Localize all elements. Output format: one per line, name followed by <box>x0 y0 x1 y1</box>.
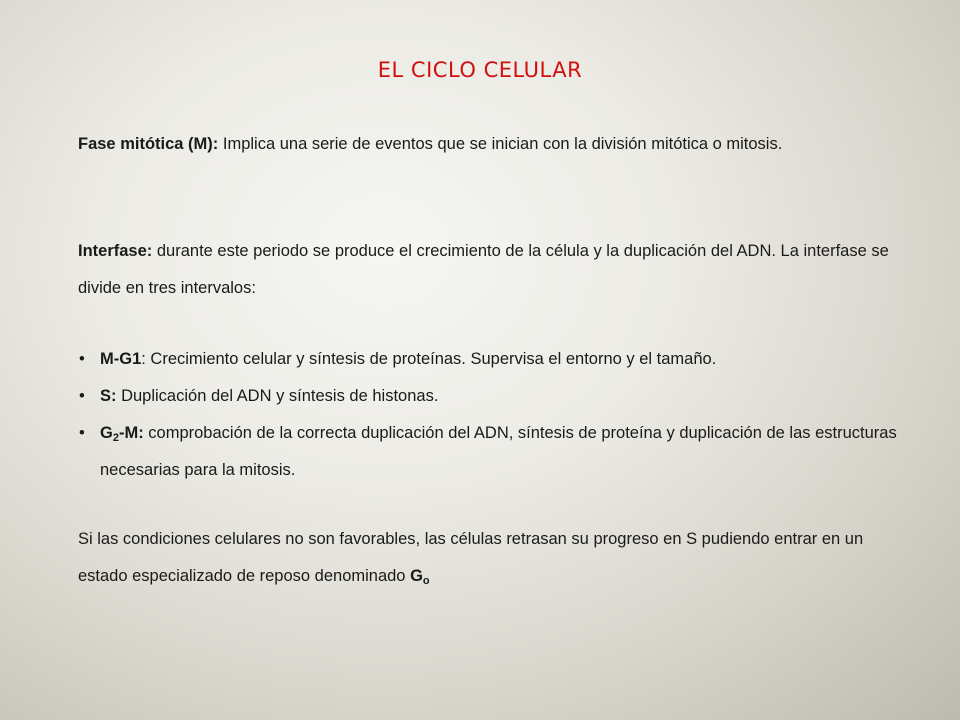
interval-term-main: G <box>100 424 113 442</box>
interval-term-subscript: 2 <box>112 432 119 444</box>
interval-text: : Crecimiento celular y síntesis de proteínas. Supervisa el entorno y el tamaño. <box>141 350 717 368</box>
intervals-list <box>78 341 908 489</box>
conclusion-paragraph <box>78 521 908 595</box>
interval-term: M-G1 <box>100 350 142 368</box>
slide-title: EL CICLO CELULAR <box>377 58 583 82</box>
list-item-m-g1 <box>78 341 908 378</box>
list-item-s <box>78 378 908 415</box>
g0-term <box>410 567 430 585</box>
interphase-text: durante este periodo se produce el crecimiento de la célula y la duplicación del ADN. La interfase se divide en tres intervalos: <box>78 242 889 297</box>
bullet-icon: • <box>79 424 85 442</box>
interval-text: Duplicación del ADN y síntesis de histonas. <box>116 387 439 405</box>
interval-text: comprobación de la correcta duplicación del ADN, síntesis de proteína y duplicación de las estructuras necesarias para la mitosis. <box>100 424 897 479</box>
interval-term <box>100 424 144 442</box>
g0-term-subscript: o <box>422 575 430 587</box>
mitotic-phase-text: Implica una serie de eventos que se inician con la división mitótica o mitosis. <box>218 135 783 153</box>
mitotic-phase-paragraph <box>78 126 908 163</box>
interphase-paragraph <box>78 233 908 307</box>
bullet-icon: • <box>79 350 85 368</box>
g0-term-main: G <box>410 567 423 585</box>
list-item-g2-m <box>78 415 908 489</box>
interval-term-rest: -M: <box>118 424 144 442</box>
interval-term: S: <box>100 387 117 405</box>
intervals-list-container <box>78 341 908 489</box>
mitotic-phase-term: Fase mitótica (M): <box>78 135 219 153</box>
interphase-term: Interfase: <box>78 242 153 260</box>
bullet-icon: • <box>79 387 85 405</box>
conclusion-text: Si las condiciones celulares no son favorables, las células retrasan su progreso en S pudiendo entrar en un estado especializado de reposo denominado <box>78 530 864 585</box>
